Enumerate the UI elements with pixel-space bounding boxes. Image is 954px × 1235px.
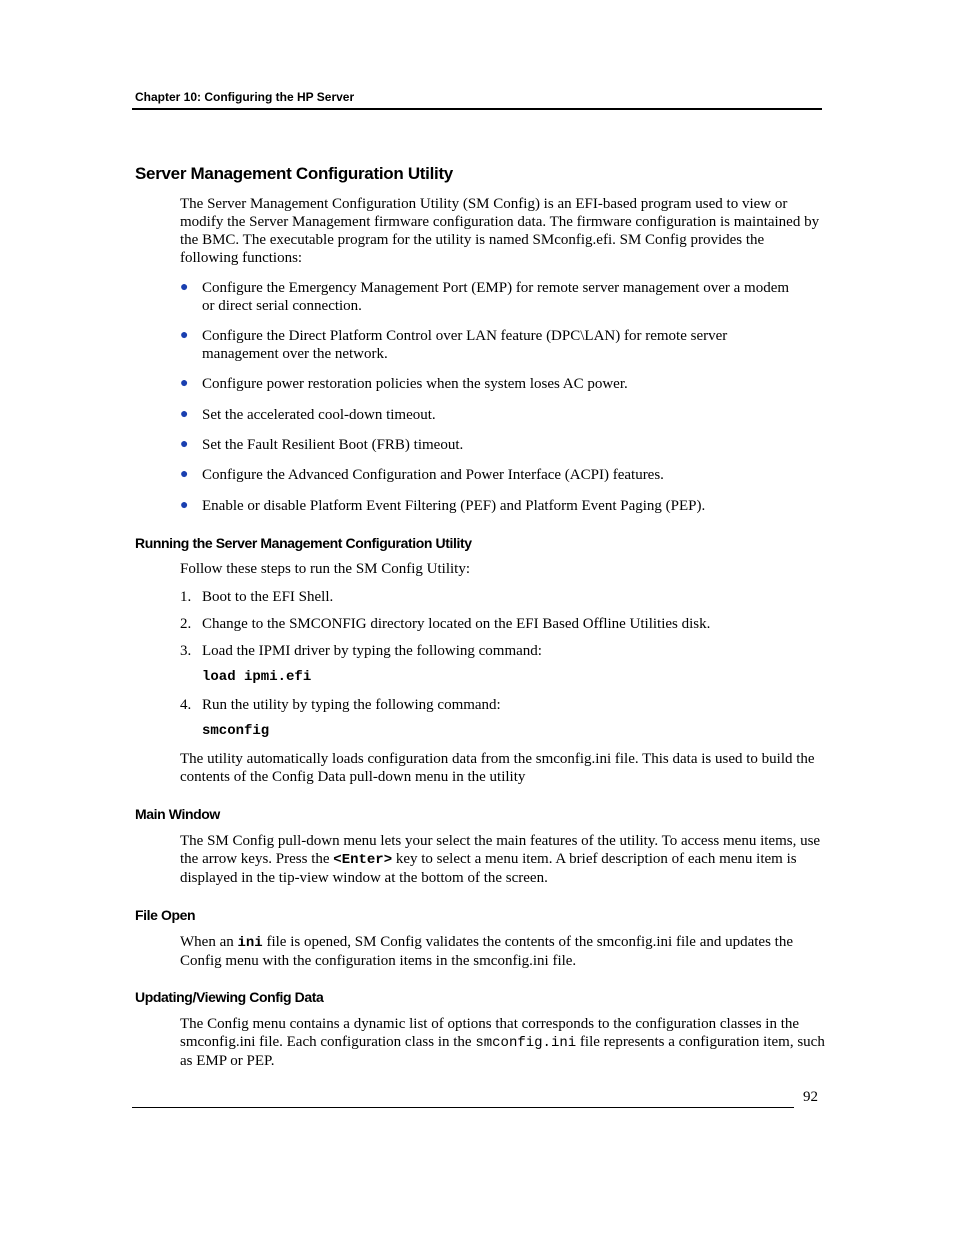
section-title: Server Management Configuration Utility (135, 164, 453, 183)
chapter-header: Chapter 10: Configuring the HP Server (135, 90, 355, 104)
intro-paragraph: The Server Management Configuration Utility (SM Config) is an EFI-based program used to view or modify the Server Management firmware configuration data. The firmware configuration is maintained by the BMC. The executable program for the utility is named SMconfig.efi. SM Config provides the following functions: (180, 196, 820, 266)
bullet-dot-icon: ● (180, 467, 189, 482)
file-open-paragraph: When an ini file is opened, SM Config validates the contents of the smconfig.ini file and updates the Config menu with the configuration items in the smconfig.ini file. (180, 934, 794, 969)
subsection-title-updating: Updating/Viewing Config Data (135, 989, 324, 1005)
bullet-dot-icon: ● (180, 328, 189, 343)
footer-rule (132, 1107, 794, 1108)
ini-code: ini (237, 935, 263, 951)
bullet-dot-icon: ● (180, 437, 189, 452)
main-window-paragraph: The SM Config pull-down menu lets your select the main features of the utility. To access menu items, use the arrow keys. Press the <Enter> key to select a menu item. A brief description of each menu item is displayed in the tip-view window at the bottom of the screen. (180, 833, 821, 886)
command-run: smconfig (202, 723, 270, 739)
bullet-dot-icon: ● (180, 498, 189, 513)
header-rule (132, 108, 822, 110)
smconfig-ini-code: smconfig.ini (475, 1035, 577, 1051)
bullet-dot-icon: ● (180, 280, 189, 295)
subsection-title-file-open: File Open (135, 907, 196, 923)
page-number: 92 (803, 1089, 818, 1105)
enter-key-code: <Enter> (333, 852, 393, 868)
bullet-dot-icon: ● (180, 376, 189, 391)
updating-paragraph: The Config menu contains a dynamic list of options that corresponds to the configuration classes in the smconfig.ini file. Each configuration class in the smconfig.ini file represents a configuration item, such as EMP or PEP. (180, 1016, 825, 1069)
subsection-title-main-window: Main Window (135, 806, 220, 822)
bullet-dot-icon: ● (180, 407, 189, 422)
running-outro: The utility automatically loads configuration data from the smconfig.ini file. This data is used to build the contents of the Config Data pull-down menu in the utility (180, 751, 815, 785)
subsection-title-running: Running the Server Management Configuration Utility (135, 535, 472, 551)
command-load: load ipmi.efi (202, 669, 312, 685)
running-intro: Follow these steps to run the SM Config Utility: (180, 561, 471, 577)
